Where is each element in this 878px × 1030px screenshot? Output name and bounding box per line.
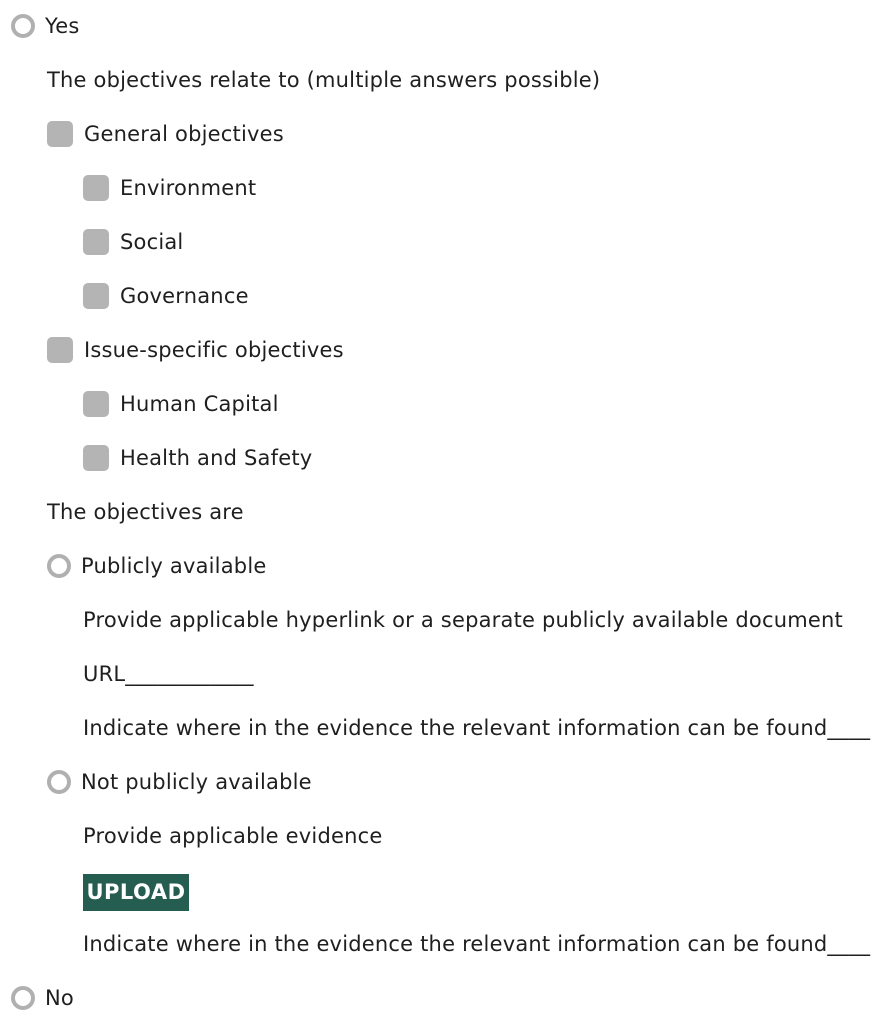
option-health-and-safety[interactable] <box>83 443 312 473</box>
option-human-capital[interactable] <box>83 389 279 419</box>
issue-specific-objectives-label: Issue-specific objectives <box>84 338 344 362</box>
social-checkbox[interactable] <box>83 229 109 255</box>
option-governance[interactable] <box>83 281 249 311</box>
publicly-available-radio[interactable] <box>47 554 71 578</box>
objectives-relate-question: The objectives relate to (multiple answers possible) <box>47 68 601 92</box>
option-issue-specific-objectives[interactable] <box>47 335 344 365</box>
no-label: No <box>45 986 74 1010</box>
public-instruction: Provide applicable hyperlink or a separate publicly available document <box>83 608 843 632</box>
environment-checkbox[interactable] <box>83 175 109 201</box>
health-and-safety-label: Health and Safety <box>120 446 313 470</box>
environment-label: Environment <box>120 176 257 200</box>
social-label: Social <box>120 230 184 254</box>
health-and-safety-checkbox[interactable] <box>83 445 109 471</box>
option-yes[interactable] <box>11 11 80 41</box>
not-public-instruction: Provide applicable evidence <box>83 824 383 848</box>
general-objectives-label: General objectives <box>84 122 284 146</box>
governance-checkbox[interactable] <box>83 283 109 309</box>
objectives-are-question: The objectives are <box>47 500 244 524</box>
governance-label: Governance <box>120 284 249 308</box>
not-public-indicate-field[interactable]: Indicate where in the evidence the relevant information can be found____ <box>83 932 871 956</box>
option-not-publicly-available[interactable] <box>47 767 312 797</box>
human-capital-checkbox[interactable] <box>83 391 109 417</box>
human-capital-label: Human Capital <box>120 392 279 416</box>
option-social[interactable] <box>83 227 183 257</box>
option-environment[interactable] <box>83 173 256 203</box>
option-publicly-available[interactable] <box>47 551 266 581</box>
not-publicly-available-radio[interactable] <box>47 770 71 794</box>
url-field[interactable]: URL____________ <box>83 662 254 686</box>
publicly-available-label: Publicly available <box>81 554 267 578</box>
upload-button[interactable]: UPLOAD <box>83 874 189 911</box>
public-indicate-field[interactable]: Indicate where in the evidence the relevant information can be found____ <box>83 716 871 740</box>
yes-label: Yes <box>45 14 80 38</box>
option-no[interactable] <box>11 983 74 1013</box>
yes-radio[interactable] <box>11 14 35 38</box>
option-general-objectives[interactable] <box>47 119 284 149</box>
general-objectives-checkbox[interactable] <box>47 121 73 147</box>
issue-specific-objectives-checkbox[interactable] <box>47 337 73 363</box>
no-radio[interactable] <box>11 986 35 1010</box>
not-publicly-available-label: Not publicly available <box>81 770 312 794</box>
